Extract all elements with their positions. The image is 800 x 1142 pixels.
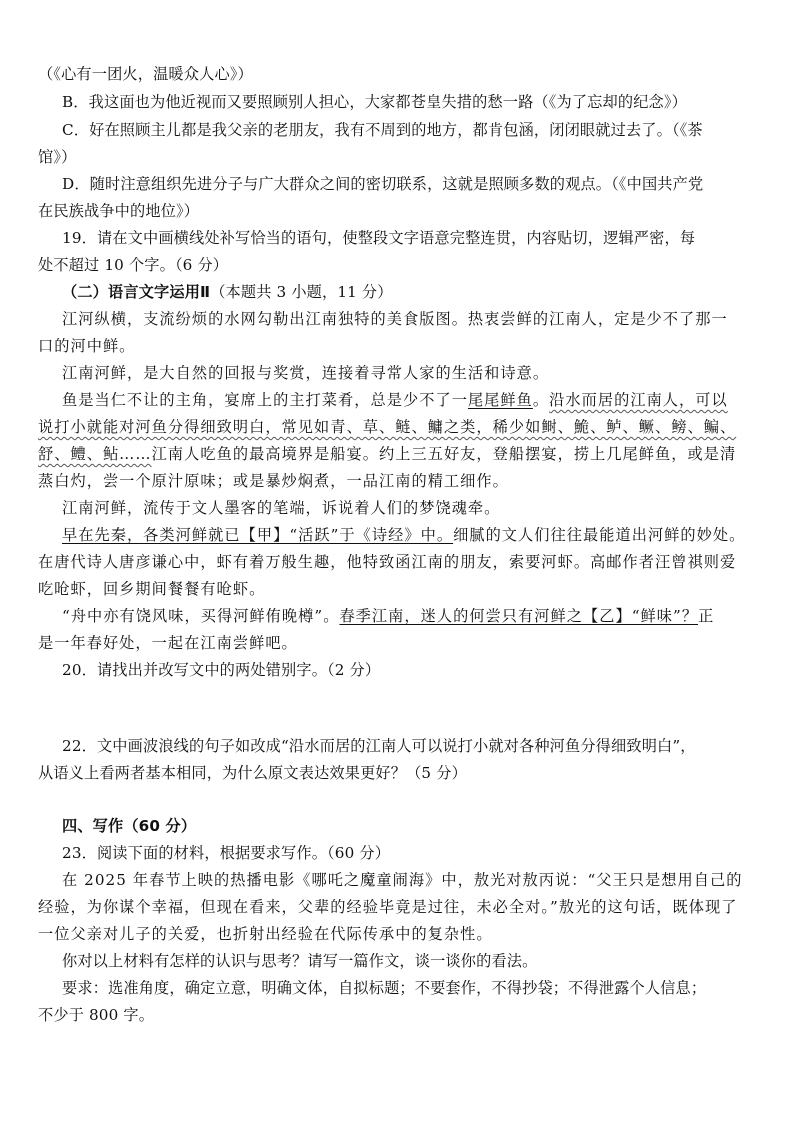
material-line2: 经验，为你谋个幸福，但现在看来，父辈的经验毕竟是过往，未必全对。”敖光的这句话，既体现了 [38, 898, 738, 916]
wavy-sentence-part2: 说打小就能对河鱼分得细致明白，常见如青、草、鲢、鳙之类，稀少如鲥、鮠、鲈、鳜、鳑、鳊、 [38, 418, 737, 436]
question-22-line1: 22．文中画波浪线的句子如改成“沿水而居的江南人可以说打小就对各种河鱼分得细致明白”， [62, 737, 696, 755]
passage-p4: 江南河鲜，流传于文人墨客的笔端，诉说着人们的梦饶魂牵。 [62, 499, 501, 517]
passage-p5-line2: 在唐代诗人唐彦谦心中，虾有着万般生趣，他特致函江南的朋友，索要河虾。高邮作者汪曾祺则爱 [38, 553, 737, 571]
section-2-heading [62, 281, 393, 303]
option-c-line1: C．好在照顾主儿都是我父亲的老朋友，我有不周到的地方，都肯包涵，闭闭眼就过去了。（《茶 [62, 121, 703, 139]
p3-text: 鱼是当仁不让的主角，宴席上的主打菜肴，总是少不了一 [62, 391, 468, 409]
wavy-sentence-part1: 沿水而居的江南人，可以 [549, 391, 728, 409]
p6-text-end: 正 [698, 607, 715, 625]
question-19-line2: 处不超过 10 个字。（6 分） [38, 256, 229, 274]
passage-p3-line4: 蒸白灼，尝一个原汁原味；或是暴炒焖煮，一品江南的精工细作。 [38, 472, 509, 490]
passage-p3-line3 [38, 443, 736, 465]
requirements-line1: 要求：选准角度，确定立意，明确文体，自拟标题；不要套作，不得抄袋；不得泄露个人信息； [62, 979, 707, 997]
p5-text-rest: 细腻的文人们往往最能道出河鲜的妙处。 [453, 526, 746, 544]
passage-p2: 江南河鲜，是大自然的回报与奖赏，连接着寻常人家的生活和诗意。 [62, 364, 550, 382]
question-23: 23．阅读下面的材料，根据要求写作。（60 分） [62, 844, 391, 862]
passage-p6-line1 [62, 605, 714, 627]
section-2-meta: （本题共 3 小题，11 分） [210, 283, 393, 301]
prompt-line: 你对以上材料有怎样的认识与思考？请写一篇作文，谈一谈你的看法。 [62, 952, 538, 970]
passage-p1-line1: 江河纵横，支流纷烦的水网勾勒出江南独特的美食版图。热衷尝鲜的江南人，定是少不了那一 [62, 310, 728, 328]
poem-quote: “舟中亦有饶风味，买得河鲜侑晚樽”。 [62, 607, 340, 625]
option-d-line2: 在民族战争中的地位》） [38, 202, 200, 220]
passage-p5-line3: 吃呛虾，回乡期间餐餐有呛虾。 [38, 580, 266, 598]
option-a-source: （《心有一团火，温暖众人心》） [38, 65, 253, 83]
question-19-line1: 19．请在文中画横线处补写恰当的语句，使整段文字语意完整连贯，内容贴切，逻辑严密，每 [62, 229, 696, 247]
passage-p1-line2: 口的河中鲜。 [38, 337, 136, 355]
section-2-title: （二）语言文字运用Ⅱ [62, 283, 211, 301]
material-line1: 在 2025 年春节上映的热播电影《哪吒之魔童闹海》中，敖光对敖丙说：“父王只是想用自己的 [62, 871, 743, 889]
option-d-line1: D．随时注意组织先进分子与广大群众之间的密切联系，这就是照顾多数的观点。（《中国共产党 [62, 175, 704, 193]
question-20: 20．请找出并改写文中的两处错别字。（2 分） [62, 661, 381, 679]
passage-p3-line1 [62, 389, 728, 411]
passage-p3-line2 [38, 416, 736, 438]
blank-underline-3: 春季江南，迷人的何尝只有河鲜之【乙】“鲜味”？ [339, 607, 699, 625]
passage-p6-line2: 是一年春好处，一起在江南尝鲜吧。 [38, 634, 298, 652]
section-4-title: 四、写作（60 分） [62, 817, 197, 835]
question-22-line2: 从语义上看两者基本相同，为什么原文表达效果更好？（5 分） [38, 764, 467, 782]
material-line3: 一位父亲对儿子的关爱，也折射出经验在代际传承中的复杂性。 [38, 925, 493, 943]
blank-underline-2: 早在先秦，各类河鲜就已【甲】“活跃”于《诗经》中。 [62, 526, 454, 544]
option-c-line2: 馆》） [38, 148, 77, 166]
passage-p5-line1 [62, 524, 745, 546]
option-b: B．我这面也为他近视而又要照顾别人担心，大家都苍皇失措的愁一路（《为了忘却的纪念》） [62, 93, 687, 111]
wavy-sentence-part3: 舒、鳢、鲇…… [38, 445, 152, 463]
requirements-line2: 不少于 800 字。 [38, 1006, 155, 1024]
blank-underline-1: 尾尾鲜鱼 [467, 391, 533, 409]
p3-text-rest: 江南人吃鱼的最高境界是船宴。约上三五好友，登船摆宴，捞上几尾鲜鱼，或是清 [151, 445, 737, 463]
p3-punct: 。 [532, 391, 550, 409]
